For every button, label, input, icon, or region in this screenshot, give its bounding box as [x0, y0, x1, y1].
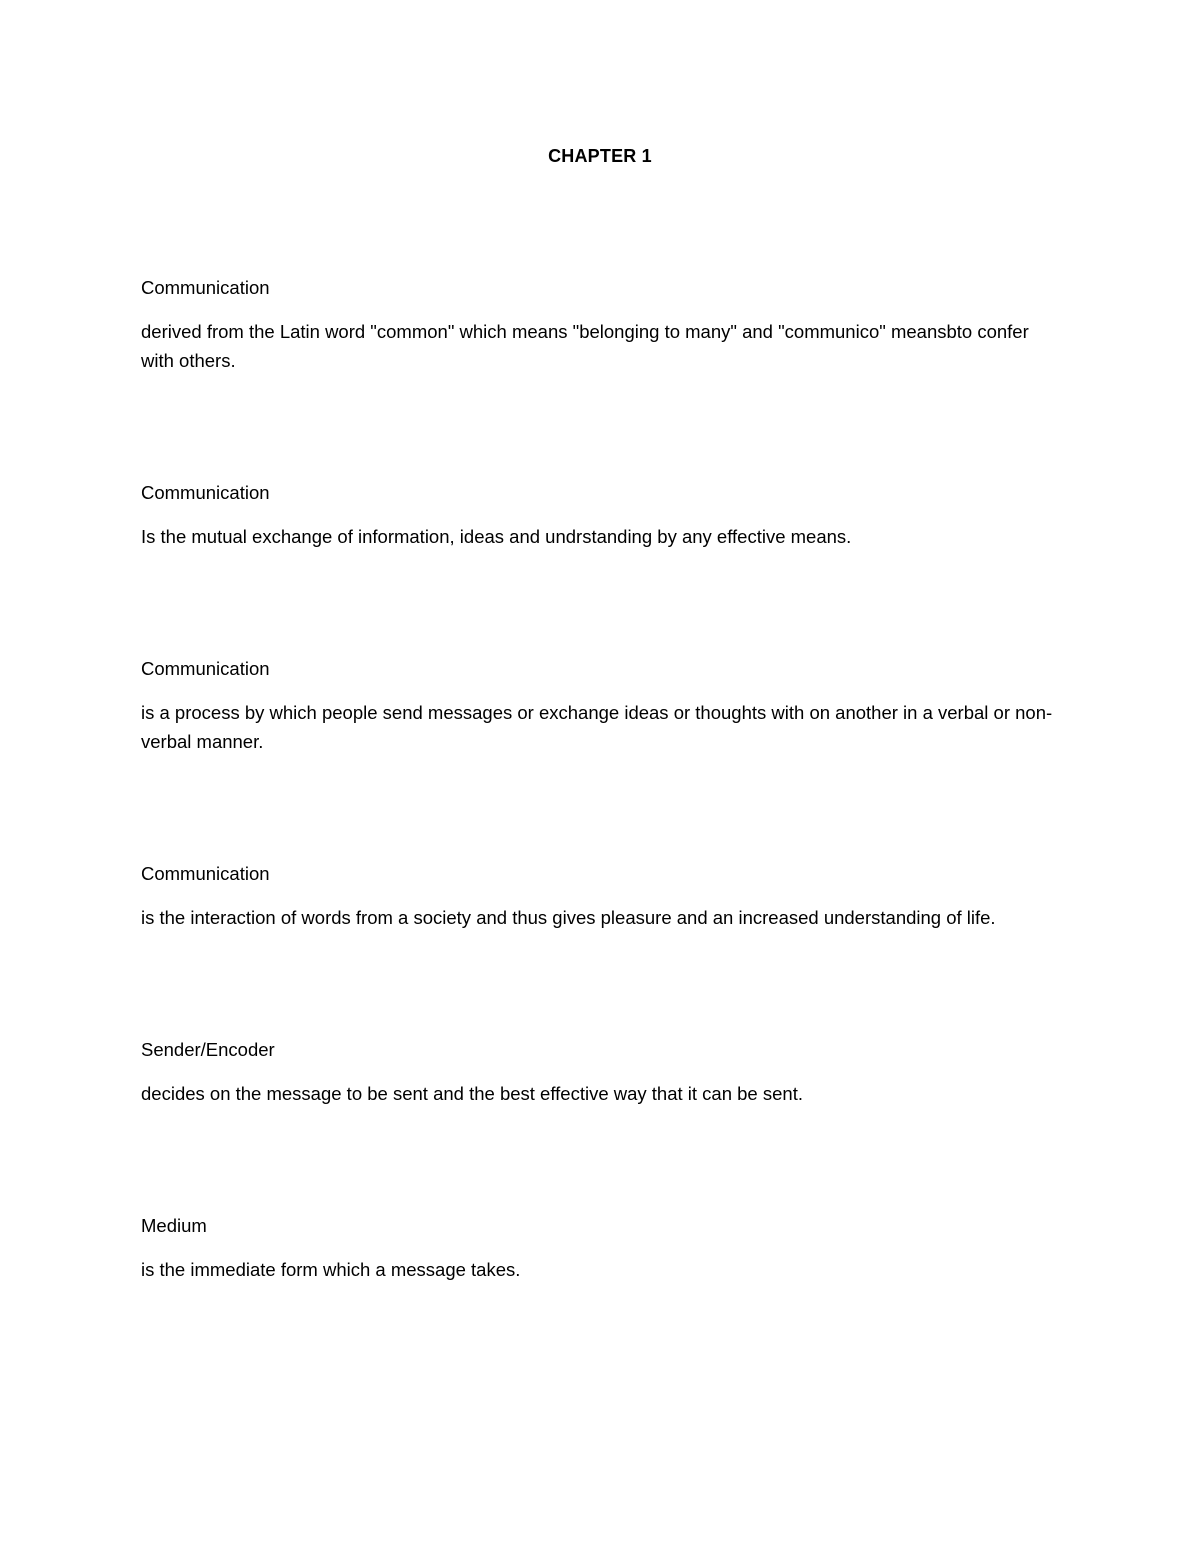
entry-term: Communication [141, 863, 270, 884]
definition-entry [141, 1214, 1061, 1284]
entry-definition: is a process by which people send messages or exchange ideas or thoughts with on another in a verbal or non-verbal manner. [141, 702, 1053, 752]
entry-term: Medium [141, 1215, 207, 1236]
definition-entry [141, 862, 1061, 932]
entry-definition: is the interaction of words from a society and thus gives pleasure and an increased understanding of life. [141, 907, 996, 928]
entry-term: Communication [141, 658, 270, 679]
entry-term: Communication [141, 482, 270, 503]
entry-term: Communication [141, 277, 270, 298]
chapter-title: CHAPTER 1 [548, 146, 652, 166]
entry-definition: decides on the message to be sent and the best effective way that it can be sent. [141, 1083, 803, 1104]
entry-definition: is the immediate form which a message takes. [141, 1259, 521, 1280]
entry-term: Sender/Encoder [141, 1039, 275, 1060]
entry-definition: Is the mutual exchange of information, ideas and undrstanding by any effective means. [141, 526, 852, 547]
definition-entry [141, 481, 1061, 551]
entry-definition: derived from the Latin word "common" which means "belonging to many" and "communico" meansbto confer with others. [141, 321, 1029, 371]
definition-entry [141, 657, 1061, 756]
definition-entry [141, 1038, 1061, 1108]
definition-entry [141, 276, 1061, 375]
